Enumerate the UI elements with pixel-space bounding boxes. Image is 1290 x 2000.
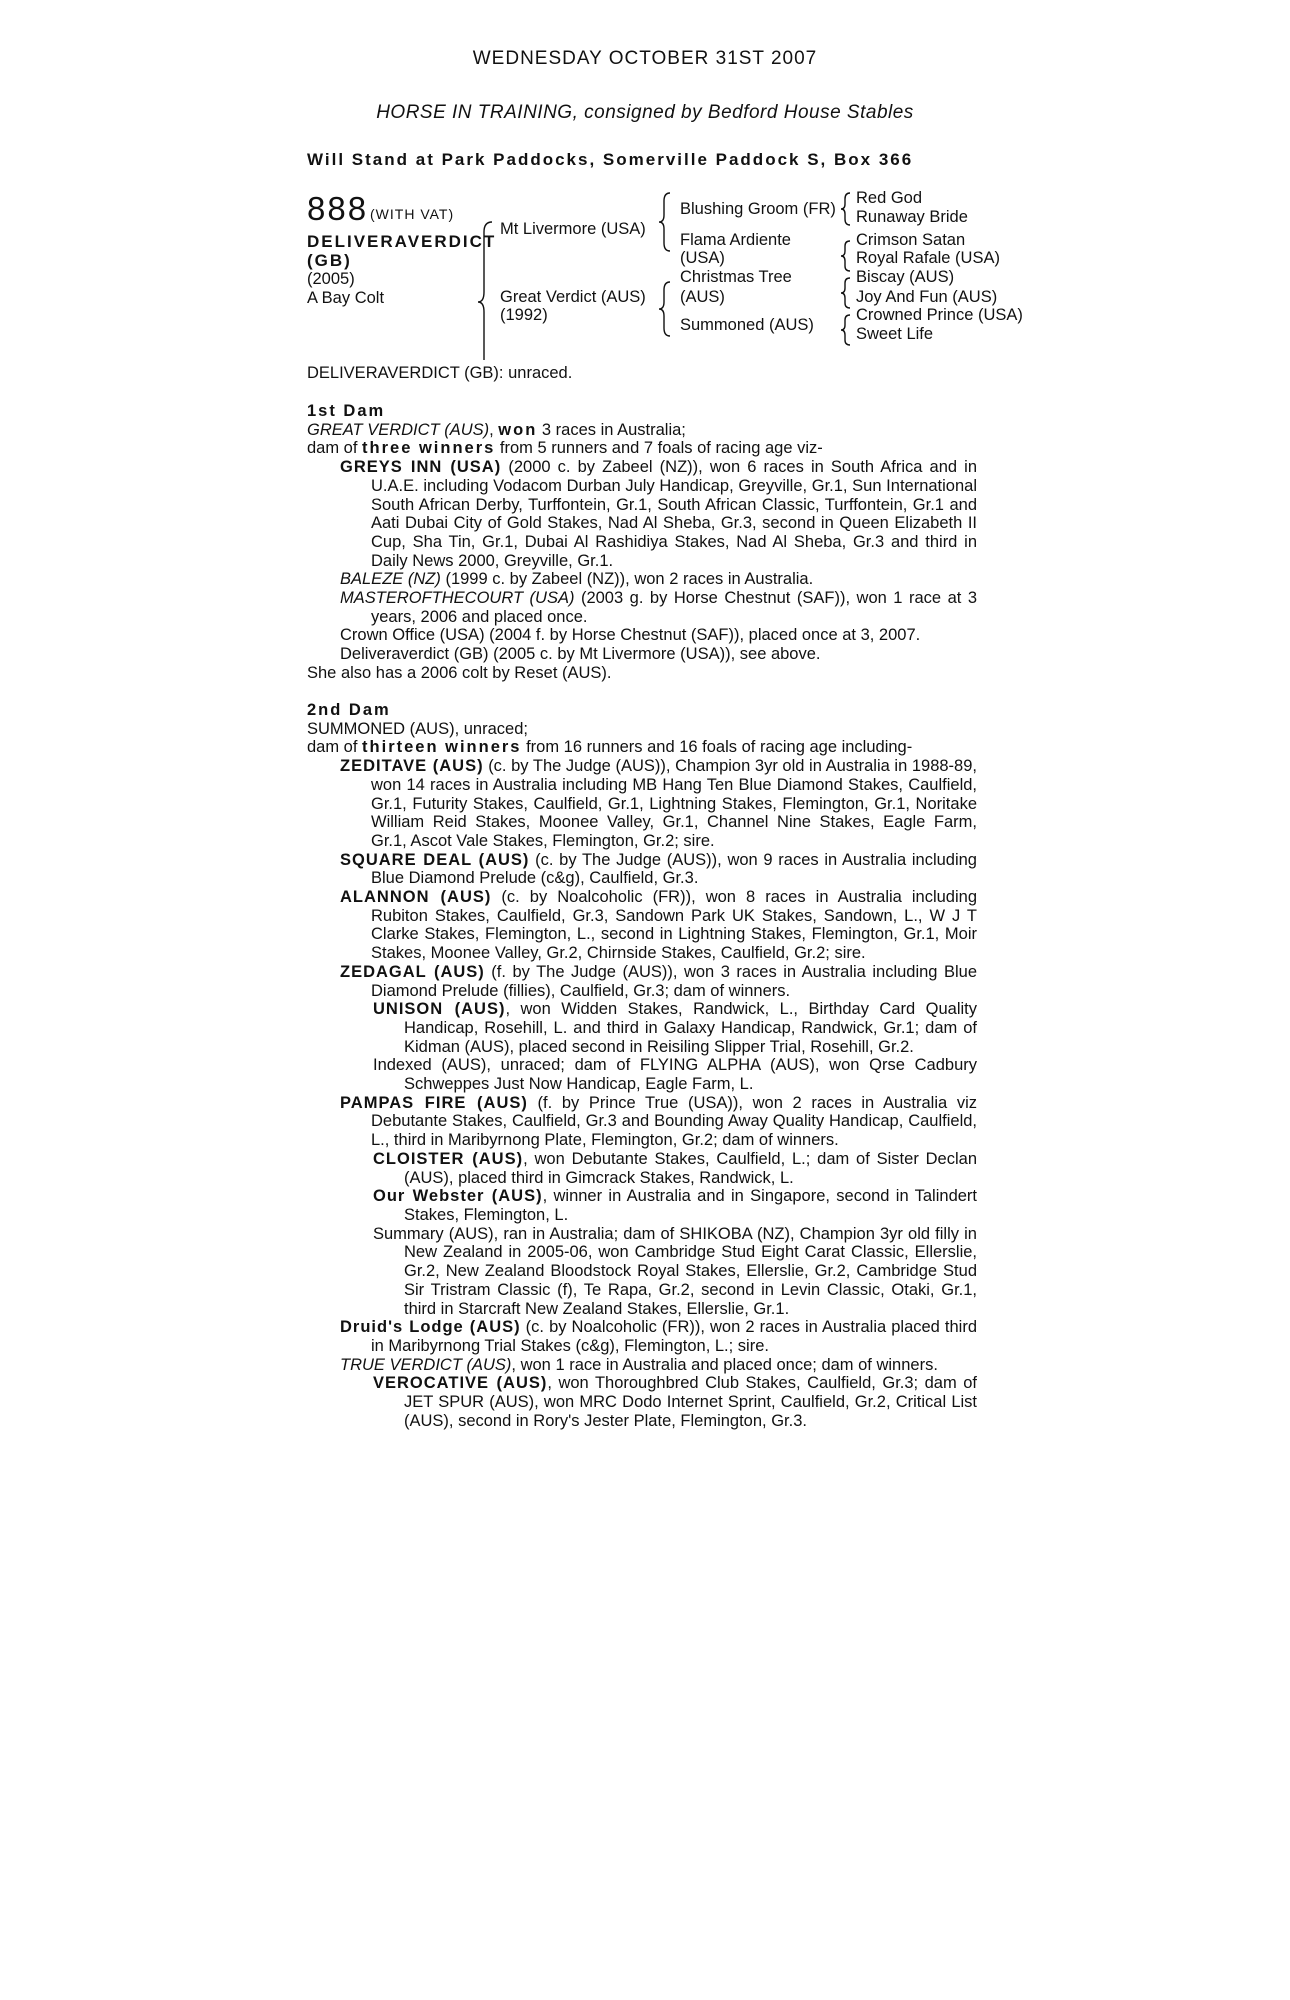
dam-name: Great Verdict (AUS) [500, 288, 646, 306]
produce-entry: GREYS INN (USA) (2000 c. by Zabeel (NZ)), won 6 races in South Africa and in U.A.E. including Vodacom Durban July Handicap, Greyville, Gr.1, Sun International South African Derby, Turffontein, Gr.1, South African Classic, Turffontein, Gr.1 and Aati Dubai City of Gold Stakes, Nad Al Sheba, Gr.3, second in Queen Elizabeth II Cup, Sha Tin, Gr.1, Dubai Al Rashidiya Stakes, Nad Al Sheba, Gr.3 and third in Daily News 2000, Greyville, Gr.1. [340, 458, 977, 570]
pedigree-braces [0, 0, 1290, 360]
grand-produce-entry: UNISON (AUS), won Widden Stakes, Randwick, L., Birthday Card Quality Handicap, Rosehill, L. and third in Galaxy Handicap, Randwick, Gr.1; dam of Kidman (AUS), placed second in Reisiling Slipper Trial, Rosehill, Gr.2. [373, 1000, 977, 1056]
sss: Red God [856, 189, 923, 207]
sire-name: Mt Livermore (USA) [500, 220, 646, 238]
produce-entry: Druid's Lodge (AUS) (c. by Noalcoholic (FR)), won 2 races in Australia placed third in Maribyrnong Trial Stakes (c&g), Flemington, L.; sire. [340, 1318, 978, 1355]
stand-location: Will Stand at Park Paddocks, Somerville Paddock S, Box 366 [307, 150, 914, 169]
produce-entry: ZEDITAVE (AUS) (c. by The Judge (AUS)), Champion 3yr old in Australia in 1988-89, won 14 races in Australia including MB Hang Ten Blue Diamond Stakes, Caulfield, Gr.1, Futurity Stakes, Caulfield, Gr.1, Lightning Stakes, Flemington, Gr.1, Noritake William Reid Stakes, Moonee Valley, Gr.1, Channel Nine Stakes, Eagle Farm, Gr.1, Ascot Vale Stakes, Flemington, Gr.2; sire. [340, 757, 977, 850]
dds: Crowned Prince (USA) [856, 306, 1023, 324]
grand-produce-entry: Summary (AUS), ran in Australia; dam of SHIKOBA (NZ), Champion 3yr old filly in New Zealand in 2005-06, won Cambridge Stud Eight Carat Classic, Ellerslie, Gr.2, New Zealand Bloodstock Royal Stakes, Ellerslie, Gr.2, Cambridge Stud Sir Tristram Classic (f), Te Rapa, Gr.2, second in Levin Classic, Otaki, Gr.1, third in Starcraft New Zealand Stakes, Ellerslie, Gr.1. [373, 1224, 977, 1318]
produce-note: She also has a 2006 colt by Reset (AUS). [307, 663, 612, 682]
consignment-line: HORSE IN TRAINING, consigned by Bedford House Stables [376, 102, 914, 123]
ssd: Runaway Bride [856, 208, 968, 226]
dam-sire-line1: Christmas Tree [680, 268, 792, 286]
dam-year: (1992) [500, 306, 548, 324]
second-dam-line: SUMMONED (AUS), unraced; [307, 719, 528, 738]
lot-number: 888 [307, 190, 369, 227]
produce-entry: Deliveraverdict (GB) (2005 c. by Mt Livermore (USA)), see above. [340, 645, 821, 664]
second-dam-produce-summary: dam of thirteen winners from 16 runners and 16 foals of racing age including- [307, 738, 913, 757]
produce-entry: BALEZE (NZ) (1999 c. by Zabeel (NZ)), won 2 races in Australia. [340, 570, 814, 589]
produce-entry: MASTEROFTHECOURT (USA) (2003 g. by Horse Chestnut (SAF)), won 1 race at 3 years, 2006 and placed once. [340, 589, 977, 626]
sire-sire: Blushing Groom (FR) [680, 200, 836, 218]
horse-country: (GB) [307, 251, 352, 270]
horse-name: DELIVERAVERDICT [307, 232, 497, 251]
grand-produce-entry: VEROCATIVE (AUS), won Thoroughbred Club Stakes, Caulfield, Gr.3; dam of JET SPUR (AUS), won MRC Dodo Internet Sprint, Caulfield, Gr.2, Critical List (AUS), second in Rory's Jester Plate, Flemington, Gr.3. [373, 1374, 977, 1430]
dss: Biscay (AUS) [856, 268, 955, 286]
second-dam-heading: 2nd Dam [307, 701, 391, 719]
first-dam-line: GREAT VERDICT (AUS), won 3 races in Australia; [307, 420, 686, 439]
ddd: Sweet Life [856, 325, 934, 343]
sire-dam-line2: (USA) [680, 249, 725, 267]
grand-produce-entry: Our Webster (AUS), winner in Australia and in Singapore, second in Talindert Stakes, Flemington, L. [373, 1187, 977, 1224]
produce-entry: PAMPAS FIRE (AUS) (f. by Prince True (USA)), won 2 races in Australia viz Debutante Stakes, Caulfield, Gr.3 and Bounding Away Quality Handicap, Caulfield, L., third in Maribyrnong Plate, Flemington, Gr.2; dam of winners. [340, 1093, 977, 1150]
produce-entry: SQUARE DEAL (AUS) (c. by The Judge (AUS)), won 9 races in Australia including Blue Diamond Prelude (c&g), Caulfield, Gr.3. [340, 850, 977, 888]
produce-entry: Crown Office (USA) (2004 f. by Horse Chestnut (SAF)), placed once at 3, 2007. [340, 626, 921, 645]
second-dam-section [307, 701, 977, 1430]
sire-dam-line1: Flama Ardiente [680, 231, 791, 249]
first-dam-section [307, 402, 977, 683]
horse-year: (2005) [307, 270, 355, 288]
sale-date: WEDNESDAY OCTOBER 31ST 2007 [472, 48, 818, 69]
dam-dam: Summoned (AUS) [680, 316, 814, 334]
sds: Crimson Satan [856, 231, 966, 249]
dsd: Joy And Fun (AUS) [856, 288, 998, 306]
horse-description: A Bay Colt [307, 289, 385, 307]
sdd: Royal Rafale (USA) [856, 249, 1000, 267]
grand-produce-entry: CLOISTER (AUS), won Debutante Stakes, Caulfield, L.; dam of Sister Declan (AUS), placed third in Gimcrack Stakes, Randwick, L. [373, 1149, 977, 1187]
first-dam-produce-summary: dam of three winners from 5 runners and 7 foals of racing age viz- [307, 439, 823, 458]
first-dam-heading: 1st Dam [307, 402, 386, 420]
grand-produce-entry: Indexed (AUS), unraced; dam of FLYING ALPHA (AUS), won Qrse Cadbury Schweppes Just Now Handicap, Eagle Farm, L. [373, 1056, 977, 1094]
dam-name-italic: GREAT VERDICT (AUS) [307, 420, 490, 439]
produce-entry: ZEDAGAL (AUS) (f. by The Judge (AUS)), won 3 races in Australia including Blue Diamond Prelude (fillies), Caulfield, Gr.3; dam of winners. [340, 962, 978, 1000]
race-record: DELIVERAVERDICT (GB): unraced. [307, 364, 573, 382]
dam-sire-line2: (AUS) [680, 288, 725, 306]
produce-entry: TRUE VERDICT (AUS), won 1 race in Australia and placed once; dam of winners. [340, 1355, 938, 1374]
produce-entry: ALANNON (AUS) (c. by Noalcoholic (FR)), won 8 races in Australia including Rubiton Stakes, Caulfield, Gr.3, Sandown Park UK Stakes, Sandown, L., W J T Clarke Stakes, Flemington, L., second in Lightning Stakes, Flemington, Gr.1, Moir Stakes, Moonee Valley, Gr.2, Chirnside Stakes, Caulfield, Gr.2; sire. [340, 888, 977, 963]
vat-note: (WITH VAT) [370, 206, 455, 222]
